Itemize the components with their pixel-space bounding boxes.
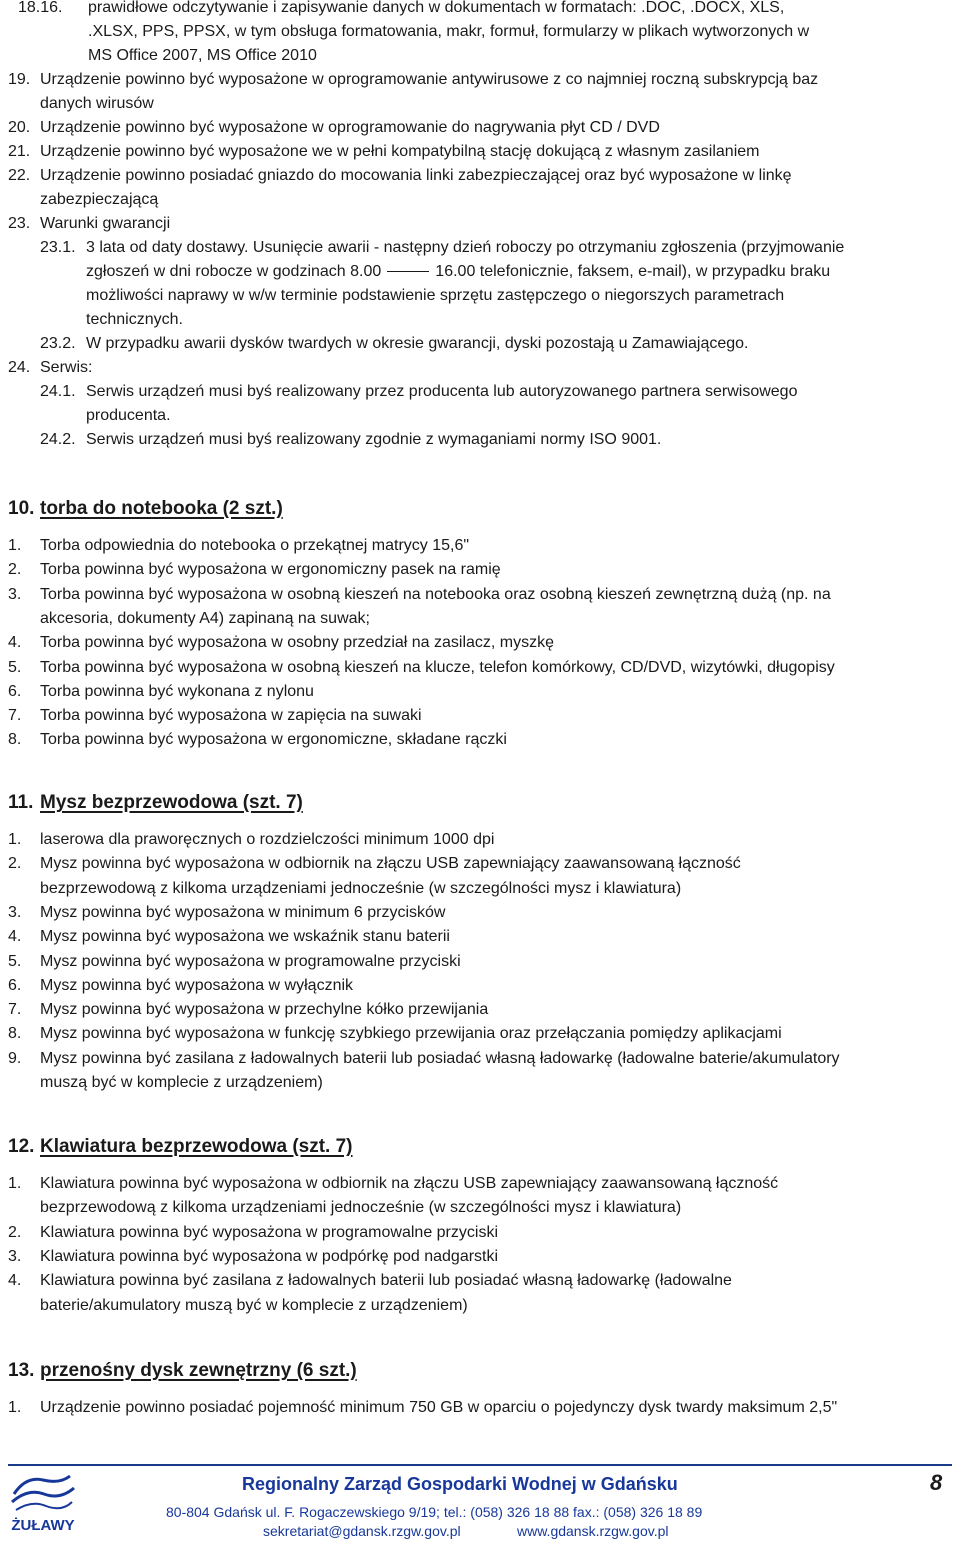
list-item bbox=[0, 534, 960, 558]
item-text-part: zgłoszeń w dni robocze w godzinach 8.00 bbox=[86, 263, 382, 280]
list-item bbox=[0, 1047, 960, 1071]
item-number: 3. bbox=[8, 1247, 22, 1265]
logo-text: ŻUŁAWY bbox=[11, 1517, 75, 1534]
section-heading bbox=[0, 1358, 700, 1386]
item-number: 2. bbox=[8, 561, 22, 579]
footer-organization-name: Regionalny Zarząd Gospodarki Wodnej w Gdańsku bbox=[242, 1474, 678, 1494]
list-item bbox=[0, 1269, 960, 1293]
dash-separator bbox=[387, 271, 429, 272]
item-number: 1. bbox=[8, 831, 22, 848]
section-heading bbox=[0, 496, 700, 524]
item-number: 23.1. bbox=[40, 239, 76, 256]
item-text: bezprzewodową z kilkoma urządzeniami jednocześnie (w szczególności mysz i klawiatura) bbox=[40, 1199, 682, 1217]
list-item bbox=[0, 631, 960, 655]
list-item bbox=[0, 92, 960, 116]
item-text: MS Office 2007, MS Office 2010 bbox=[88, 47, 317, 64]
list-item bbox=[0, 1172, 960, 1196]
footer-email[interactable]: sekretariat@gdansk.rzgw.gov.pl bbox=[263, 1523, 461, 1539]
item-text: Torba powinna być wyposażona w zapięcia na suwaki bbox=[40, 707, 422, 725]
list-item bbox=[0, 380, 960, 404]
item-text: Urządzenie powinno posiadać pojemność minimum 750 GB w oparciu o pojedynczy dysk twardy maksimum 2,5" bbox=[40, 1399, 838, 1416]
item-text: Serwis urządzeń musi byś realizowany przez producenta lub autoryzowanego partnera serwisowego bbox=[86, 383, 798, 400]
item-number: 2. bbox=[8, 1223, 22, 1241]
item-text: Mysz powinna być zasilana z ładowalnych baterii lub posiadać własną ładowarkę (ładowalne baterie/akumulatory bbox=[40, 1049, 840, 1067]
item-number: 6. bbox=[8, 682, 22, 700]
item-text: baterie/akumulatory muszą być w komplecie z urządzeniem) bbox=[40, 1296, 468, 1314]
item-number: 18.16. bbox=[18, 0, 63, 16]
item-text: Mysz powinna być wyposażona w wyłącznik bbox=[40, 976, 354, 994]
item-number: 5. bbox=[8, 952, 22, 970]
item-text: zabezpieczającą bbox=[40, 191, 159, 208]
item-text: Torba powinna być wyposażona w ergonomiczne, składane rączki bbox=[40, 731, 507, 749]
list-item bbox=[0, 20, 960, 44]
item-text: Klawiatura powinna być zasilana z ładowalnych baterii lub posiadać własną ładowarkę (ładowalne bbox=[40, 1272, 732, 1290]
section-heading bbox=[0, 1134, 700, 1162]
list-item bbox=[0, 950, 960, 974]
section-title: torba do notebooka (2 szt.) bbox=[40, 498, 283, 519]
section-number: 10. bbox=[8, 498, 35, 519]
item-number: 2. bbox=[8, 855, 22, 873]
item-text: .XLSX, PPS, PPSX, w tym obsługa formatowania, makr, formuł, formularzy w plikach wytworzonych w bbox=[88, 23, 810, 40]
item-text-part: 16.00 telefonicznie, faksem, e-mail), w przypadku braku bbox=[435, 263, 831, 280]
item-text: Serwis urządzeń musi byś realizowany zgodnie z wymaganiami normy ISO 9001. bbox=[86, 431, 662, 448]
list-item bbox=[0, 188, 960, 212]
item-number: 1. bbox=[8, 1399, 22, 1416]
zulawy-logo bbox=[6, 1470, 80, 1536]
section-number: 13. bbox=[8, 1360, 35, 1381]
item-number: 23.2. bbox=[40, 335, 76, 352]
list-item bbox=[0, 656, 960, 680]
list-item bbox=[0, 680, 960, 704]
item-text: danych wirusów bbox=[40, 95, 154, 112]
list-item bbox=[0, 260, 960, 284]
list-item bbox=[0, 308, 960, 332]
item-text: Klawiatura powinna być wyposażona w podpórkę pod nadgarstki bbox=[40, 1247, 499, 1265]
section-heading bbox=[0, 790, 700, 818]
list-item bbox=[0, 404, 960, 428]
section-number: 12. bbox=[8, 1136, 35, 1157]
list-item bbox=[0, 140, 960, 164]
item-number: 8. bbox=[8, 1025, 22, 1043]
item-number: 3. bbox=[8, 585, 22, 603]
list-item bbox=[0, 925, 960, 949]
item-text: Warunki gwarancji bbox=[40, 215, 171, 232]
item-text: Torba powinna być wyposażona w ergonomiczny pasek na ramię bbox=[40, 561, 501, 579]
item-text: Urządzenie powinno być wyposażone w oprogramowanie do nagrywania płyt CD / DVD bbox=[40, 119, 660, 136]
item-text: Mysz powinna być wyposażona w przechylne kółko przewijania bbox=[40, 1001, 489, 1019]
item-text: laserowa dla praworęcznych o rozdzielczości minimum 1000 dpi bbox=[40, 831, 495, 848]
list-item bbox=[0, 558, 960, 582]
item-number: 24. bbox=[8, 359, 31, 376]
item-text: bezprzewodową z kilkoma urządzeniami jednocześnie (w szczególności mysz i klawiatura) bbox=[40, 879, 682, 897]
section-title: przenośny dysk zewnętrzny (6 szt.) bbox=[40, 1360, 357, 1381]
item-text: Urządzenie powinno być wyposażone w oprogramowanie antywirusowe z co najmniej roczną subskrypcją baz bbox=[40, 71, 819, 88]
item-text: Torba powinna być wykonana z nylonu bbox=[40, 682, 314, 700]
footer-website[interactable]: www.gdansk.rzgw.gov.pl bbox=[517, 1523, 669, 1539]
list-item bbox=[0, 901, 960, 925]
item-text: W przypadku awarii dysków twardych w okresie gwarancji, dyski pozostają u Zamawiającego. bbox=[86, 335, 749, 352]
item-number: 4. bbox=[8, 928, 22, 946]
item-text: Mysz powinna być wyposażona w minimum 6 przycisków bbox=[40, 903, 446, 921]
section-title: Mysz bezprzewodowa (szt. 7) bbox=[40, 792, 303, 813]
list-item bbox=[0, 284, 960, 308]
list-item bbox=[0, 332, 960, 356]
item-text: technicznych. bbox=[86, 311, 183, 328]
list-item bbox=[0, 0, 960, 20]
list-item bbox=[0, 1294, 960, 1318]
item-text: Torba odpowiednia do notebooka o przekątnej matrycy 15,6" bbox=[40, 537, 470, 554]
item-text: Torba powinna być wyposażona w osobny przedział na zasilacz, myszkę bbox=[40, 634, 555, 652]
item-number: 8. bbox=[8, 731, 22, 749]
item-number: 6. bbox=[8, 976, 22, 994]
list-item bbox=[0, 212, 960, 236]
list-item bbox=[0, 44, 960, 68]
item-number: 1. bbox=[8, 537, 22, 554]
list-item bbox=[0, 428, 960, 452]
list-item bbox=[0, 1196, 960, 1220]
section-number: 11. bbox=[8, 792, 34, 813]
item-number: 22. bbox=[8, 167, 31, 184]
item-text: Mysz powinna być wyposażona w odbiornik na złączu USB zapewniający zaawansowaną łączność bbox=[40, 855, 741, 873]
list-item bbox=[0, 1245, 960, 1269]
item-text: Mysz powinna być wyposażona w funkcję szybkiego przewijania oraz przełączania pomiędzy aplikacjami bbox=[40, 1025, 782, 1043]
list-item bbox=[0, 728, 960, 752]
list-item bbox=[0, 583, 960, 607]
list-item bbox=[0, 704, 960, 728]
list-item bbox=[0, 852, 960, 876]
item-text: możliwości naprawy w w/w terminie podstawienie sprzętu zastępczego o niegorszych parametrach bbox=[86, 287, 785, 304]
item-text: Torba powinna być wyposażona w osobną kieszeń na klucze, telefon komórkowy, CD/DVD, wizytówki, długopisy bbox=[40, 658, 835, 676]
item-text: Mysz powinna być wyposażona w programowalne przyciski bbox=[40, 952, 461, 970]
item-text: 3 lata od daty dostawy. Usunięcie awarii - następny dzień roboczy po otrzymaniu zgłoszenia (przyjmowanie bbox=[86, 239, 845, 256]
list-item bbox=[0, 68, 960, 92]
list-item bbox=[0, 116, 960, 140]
list-item bbox=[0, 1396, 960, 1420]
item-number: 24.1. bbox=[40, 383, 76, 400]
item-number: 21. bbox=[8, 143, 31, 160]
item-number: 3. bbox=[8, 903, 22, 921]
item-text: Serwis: bbox=[40, 359, 93, 376]
page-number: 8 bbox=[930, 1470, 943, 1495]
list-item bbox=[0, 828, 960, 852]
list-item bbox=[0, 974, 960, 998]
item-text: akcesoria, dokumenty A4) zapinaną na suwak; bbox=[40, 609, 370, 627]
item-number: 4. bbox=[8, 1272, 22, 1290]
item-text: Klawiatura powinna być wyposażona w programowalne przyciski bbox=[40, 1223, 498, 1241]
footer-divider bbox=[8, 1464, 952, 1466]
item-text: muszą być w komplecie z urządzeniem) bbox=[40, 1074, 323, 1091]
list-item bbox=[0, 164, 960, 188]
item-number: 23. bbox=[8, 215, 31, 232]
list-item bbox=[0, 236, 960, 260]
list-item bbox=[0, 1071, 960, 1095]
list-item bbox=[0, 1022, 960, 1046]
list-item bbox=[0, 356, 960, 380]
item-number: 1. bbox=[8, 1175, 22, 1192]
item-number: 20. bbox=[8, 119, 31, 136]
list-item bbox=[0, 1221, 960, 1245]
item-number: 7. bbox=[8, 1001, 22, 1019]
footer-address: 80-804 Gdańsk ul. F. Rogaczewskiego 9/19; tel.: (058) 326 18 88 fax.: (058) 326 18 89 bbox=[166, 1504, 703, 1520]
item-number: 19. bbox=[8, 71, 31, 88]
item-number: 9. bbox=[8, 1049, 22, 1067]
list-item bbox=[0, 607, 960, 631]
list-item bbox=[0, 998, 960, 1022]
item-text: Klawiatura powinna być wyposażona w odbiornik na złączu USB zapewniający zaawansowaną łączność bbox=[40, 1175, 779, 1192]
item-text: Urządzenie powinno posiadać gniazdo do mocowania linki zabezpieczającej oraz być wyposażone w linkę bbox=[40, 167, 792, 184]
item-text bbox=[86, 260, 830, 284]
item-number: 5. bbox=[8, 658, 22, 676]
item-text: producenta. bbox=[86, 407, 171, 424]
item-number: 7. bbox=[8, 707, 22, 725]
item-text: prawidłowe odczytywanie i zapisywanie danych w dokumentach w formatach: .DOC, .DOCX, XLS, bbox=[88, 0, 785, 16]
list-item bbox=[0, 877, 960, 901]
item-text: Torba powinna być wyposażona w osobną kieszeń na notebooka oraz osobną kieszeń zewnętrzną dużą (np. na bbox=[40, 585, 831, 603]
item-text: Mysz powinna być wyposażona we wskaźnik stanu baterii bbox=[40, 928, 450, 946]
item-number: 4. bbox=[8, 634, 22, 652]
item-text: Urządzenie powinno być wyposażone we w pełni kompatybilną stację dokującą z własnym zasilaniem bbox=[40, 143, 760, 160]
item-number: 24.2. bbox=[40, 431, 76, 448]
section-title: Klawiatura bezprzewodowa (szt. 7) bbox=[40, 1136, 353, 1157]
